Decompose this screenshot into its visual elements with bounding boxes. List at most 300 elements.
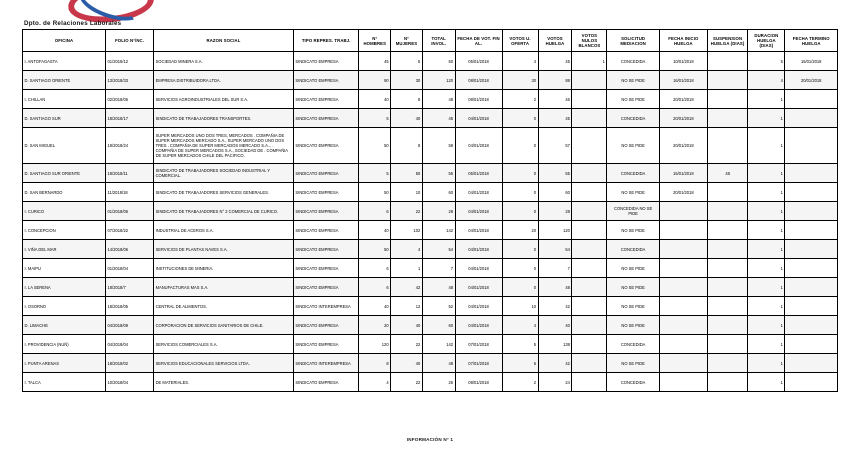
cell-fecha-vot: 08/01/2018 xyxy=(455,373,502,392)
cell-fecha-termino xyxy=(785,202,838,221)
cell-tipo-repres: SINDICATO EMPRESA xyxy=(293,71,359,90)
cell-fecha-vot: 04/01/2018 xyxy=(455,316,502,335)
cell-votos-huelga: 7 xyxy=(538,259,572,278)
cell-votos-nulos xyxy=(572,373,607,392)
table-row[interactable] xyxy=(23,373,838,392)
cell-suspension xyxy=(707,316,747,335)
cell-duracion: 1 xyxy=(748,373,785,392)
cell-razon-social: SERVICIOS COMERCIALES S.A. xyxy=(154,335,294,354)
cell-razon-social: SINDICATO DE TRABAJADORES TRANSPORTES. xyxy=(154,109,294,128)
cell-total: 60 xyxy=(422,183,455,202)
cell-oficina: I. VIÑA DEL MAR xyxy=(23,240,106,259)
table-body xyxy=(23,52,838,392)
cell-votos-oferta: 0 xyxy=(502,240,538,259)
cell-oficina: I. ANTOFAGASTA xyxy=(23,52,106,71)
cell-folio: 07/2018/22 xyxy=(106,221,154,240)
cell-folio: 01/2018/12 xyxy=(106,52,154,71)
cell-mujeres: 22 xyxy=(391,202,423,221)
cell-duracion: 1 xyxy=(748,259,785,278)
table-row[interactable] xyxy=(23,335,838,354)
cell-votos-huelga: 46 xyxy=(538,90,572,109)
cell-tipo-repres: SINDICATO EMPRESA xyxy=(293,109,359,128)
cell-hombres: 6 xyxy=(359,278,391,297)
cell-total: 45 xyxy=(422,109,455,128)
table-row[interactable] xyxy=(23,183,838,202)
cell-razon-social: SOCIEDAD MINERA S.A. xyxy=(154,52,294,71)
table-row[interactable] xyxy=(23,240,838,259)
cell-duracion: 1 xyxy=(748,128,785,164)
department-heading: Dpto. de Relaciones Laborales xyxy=(24,20,122,27)
cell-razon-social: MANUFACTURAS MAS S.A. xyxy=(154,278,294,297)
cell-folio: 01/2018/06 xyxy=(106,202,154,221)
cell-solicitud-med: CONCEDIDA xyxy=(607,240,659,259)
cell-razon-social: SERVICIOS AGROINDUSTRIALES DEL SUR S.A. xyxy=(154,90,294,109)
cell-duracion: 1 xyxy=(748,354,785,373)
cell-folio: 18/2018/02 xyxy=(106,354,154,373)
cell-votos-nulos xyxy=(572,183,607,202)
cell-total: 55 xyxy=(422,164,455,183)
cell-suspension xyxy=(707,109,747,128)
cell-razon-social: CORPORACION DE SERVICIOS SANITARIOS DE CHILE. xyxy=(154,316,294,335)
cell-tipo-repres: SINDICATO EMPRESA xyxy=(293,316,359,335)
cell-votos-huelga: 138 xyxy=(538,335,572,354)
cell-tipo-repres: SINDICATO INTEREMPRESA xyxy=(293,354,359,373)
cell-votos-huelga: 60 xyxy=(538,183,572,202)
cell-total: 26 xyxy=(422,373,455,392)
cell-solicitud-med: NO SE PIDE xyxy=(607,71,659,90)
cell-mujeres: 12 xyxy=(391,297,423,316)
cell-oficina: I. PROVIDENCIA (NUÑ) xyxy=(23,335,106,354)
cell-fecha-vot: 05/01/2018 xyxy=(455,164,502,183)
cell-solicitud-med: CONCEDIDA xyxy=(607,109,659,128)
table-head xyxy=(23,30,838,52)
cell-solicitud-med: NO SE PIDE xyxy=(607,297,659,316)
cell-fecha-inicio: 20/01/2018 xyxy=(659,128,707,164)
cell-razon-social: SERVICIOS DE PLANTAS NAVES S.A. xyxy=(154,240,294,259)
cell-fecha-termino xyxy=(785,183,838,202)
cell-duracion: 1 xyxy=(748,240,785,259)
cell-mujeres: 22 xyxy=(391,373,423,392)
cell-oficina: D. SANTIAGO SUR xyxy=(23,109,106,128)
cell-votos-huelga: 40 xyxy=(538,316,572,335)
cell-hombres: 40 xyxy=(359,297,391,316)
cell-razon-social: SUPER MERCADOS UNO DOS TRES, MERCADOS . COMPAÑIA DE SUPER MERCADOS MERCADO S.A., SUPER MERCADO UNO DOS TRES . COMPAÑIA DE SUPER MERCADOS MERCADO S.A.., . COMPAÑIA DE SUPER MERCADOS S.A., SOCIEDAD DE . COMPAÑIA DE SUPER MERCADOS CHILE DEL PACIFICO. xyxy=(154,128,294,164)
column-header-solicitud-mediacion: SOLICITUD MEDIACION xyxy=(607,30,659,52)
cell-mujeres: 4 xyxy=(391,240,423,259)
header-row xyxy=(23,30,838,52)
cell-votos-oferta: 0 xyxy=(502,128,538,164)
cell-mujeres: 40 xyxy=(391,354,423,373)
cell-fecha-vot: 07/01/2018 xyxy=(455,354,502,373)
cell-fecha-termino xyxy=(785,240,838,259)
cell-solicitud-med: CONCEDIDA xyxy=(607,373,659,392)
cell-oficina: D. LIMACHE xyxy=(23,316,106,335)
cell-fecha-termino xyxy=(785,354,838,373)
cell-razon-social: CENTRAL DE ALIMENTOS. xyxy=(154,297,294,316)
cell-solicitud-med: NO SE PIDE xyxy=(607,259,659,278)
cell-oficina: I. PUNTA ARENAS xyxy=(23,354,106,373)
cell-tipo-repres: SINDICATO EMPRESA xyxy=(293,240,359,259)
cell-oficina: D. SAN MIGUEL xyxy=(23,128,106,164)
cell-fecha-inicio xyxy=(659,354,707,373)
cell-fecha-termino xyxy=(785,373,838,392)
cell-fecha-vot: 08/01/2018 xyxy=(455,90,502,109)
cell-mujeres: 1 xyxy=(391,259,423,278)
column-header-votos-u-oferta: VOTOS U. OFERTA xyxy=(502,30,538,52)
cell-solicitud-med: CONCEDIDA xyxy=(607,335,659,354)
cell-fecha-inicio: 20/01/2018 xyxy=(659,183,707,202)
cell-fecha-inicio: 20/01/2018 xyxy=(659,90,707,109)
column-header-n-mujeres: N° MUJERES xyxy=(391,30,423,52)
cell-total: 54 xyxy=(422,240,455,259)
cell-solicitud-med: CONCEDIDA NO SE PIDE xyxy=(607,202,659,221)
cell-folio: 14/2018/06 xyxy=(106,240,154,259)
cell-suspension xyxy=(707,183,747,202)
cell-fecha-termino xyxy=(785,278,838,297)
cell-votos-huelga: 55 xyxy=(538,164,572,183)
cell-votos-nulos xyxy=(572,71,607,90)
cell-votos-oferta: 4 xyxy=(502,316,538,335)
cell-fecha-termino xyxy=(785,316,838,335)
cell-tipo-repres: SINDICATO EMPRESA xyxy=(293,202,359,221)
cell-hombres: 50 xyxy=(359,128,391,164)
table-row[interactable] xyxy=(23,128,838,164)
cell-mujeres: 42 xyxy=(391,278,423,297)
cell-suspension xyxy=(707,128,747,164)
cell-oficina: I. OSORNO xyxy=(23,297,106,316)
cell-votos-nulos xyxy=(572,202,607,221)
cell-fecha-vot: 04/01/2018 xyxy=(455,240,502,259)
table-row[interactable] xyxy=(23,316,838,335)
cell-folio: 18/2018/17 xyxy=(106,109,154,128)
cell-tipo-repres: SINDICATO EMPRESA xyxy=(293,278,359,297)
cell-tipo-repres: SINDICATO EMPRESA xyxy=(293,221,359,240)
cell-votos-nulos xyxy=(572,240,607,259)
cell-votos-oferta: 0 xyxy=(502,278,538,297)
cell-fecha-inicio xyxy=(659,278,707,297)
cell-fecha-inicio xyxy=(659,221,707,240)
cell-votos-nulos xyxy=(572,354,607,373)
cell-suspension: 48 xyxy=(707,164,747,183)
cell-votos-oferta: 6 xyxy=(502,354,538,373)
cell-fecha-vot: 04/01/2018 xyxy=(455,183,502,202)
cell-fecha-termino xyxy=(785,90,838,109)
cell-razon-social: SINDICATO DE TRABAJADORES N° 2 COMERCIAL DE CURICO. xyxy=(154,202,294,221)
table-row[interactable] xyxy=(23,202,838,221)
cell-fecha-inicio xyxy=(659,297,707,316)
cell-votos-nulos xyxy=(572,164,607,183)
cell-mujeres: 5 xyxy=(391,52,423,71)
cell-votos-nulos xyxy=(572,221,607,240)
cell-razon-social: SINDICATO DE TRABAJADORES SOCIEDAD INDUSTRIAL Y COMERCIAL. xyxy=(154,164,294,183)
cell-votos-huelga: 54 xyxy=(538,240,572,259)
cell-folio: 11/2018/18 xyxy=(106,183,154,202)
column-header-n-hombres: N° HOMBRES xyxy=(359,30,391,52)
cell-fecha-inicio: 20/01/2018 xyxy=(659,109,707,128)
cell-duracion: 1 xyxy=(748,221,785,240)
cell-fecha-vot: 04/01/2018 xyxy=(455,109,502,128)
cell-fecha-vot: 04/01/2018 xyxy=(455,128,502,164)
cell-duracion: 1 xyxy=(748,183,785,202)
cell-mujeres: 8 xyxy=(391,90,423,109)
cell-tipo-repres: SINDICATO EMPRESA xyxy=(293,373,359,392)
cell-suspension xyxy=(707,221,747,240)
cell-suspension xyxy=(707,259,747,278)
cell-tipo-repres: SINDICATO EMPRESA xyxy=(293,128,359,164)
cell-duracion: 1 xyxy=(748,297,785,316)
cell-votos-oferta: 2 xyxy=(502,373,538,392)
cell-fecha-vot: 04/01/2018 xyxy=(455,297,502,316)
cell-duracion: 1 xyxy=(748,164,785,183)
cell-fecha-inicio xyxy=(659,240,707,259)
cell-hombres: 6 xyxy=(359,202,391,221)
cell-total: 48 xyxy=(422,354,455,373)
table-row[interactable] xyxy=(23,278,838,297)
cell-hombres: 20 xyxy=(359,316,391,335)
cell-duracion: 1 xyxy=(748,202,785,221)
cell-total: 48 xyxy=(422,90,455,109)
cell-hombres: 4 xyxy=(359,373,391,392)
table-row[interactable] xyxy=(23,52,838,71)
cell-tipo-repres: SINDICATO EMPRESA xyxy=(293,335,359,354)
cell-votos-huelga: 24 xyxy=(538,373,572,392)
cell-hombres: 40 xyxy=(359,90,391,109)
cell-oficina: I. MAIPU xyxy=(23,259,106,278)
cell-tipo-repres: SINDICATO EMPRESA xyxy=(293,52,359,71)
column-header-fecha-inicio-huelga: FECHA INICIO HUELGA xyxy=(659,30,707,52)
cell-fecha-inicio: 15/01/2018 xyxy=(659,164,707,183)
cell-solicitud-med: NO SE PIDE xyxy=(607,316,659,335)
column-header-tipo-repres-trabj: TIPO REPRES. TRABJ. xyxy=(293,30,359,52)
cell-fecha-termino: 15/01/2018 xyxy=(785,52,838,71)
cell-folio: 04/2018/04 xyxy=(106,335,154,354)
cell-fecha-termino xyxy=(785,109,838,128)
cell-fecha-termino xyxy=(785,221,838,240)
cell-total: 142 xyxy=(422,335,455,354)
cell-hombres: 45 xyxy=(359,52,391,71)
cell-suspension xyxy=(707,373,747,392)
cell-fecha-termino xyxy=(785,297,838,316)
cell-duracion: 1 xyxy=(748,316,785,335)
cell-folio: 01/2018/04 xyxy=(106,259,154,278)
cell-duracion: 1 xyxy=(748,109,785,128)
cell-tipo-repres: SINDICATO INTEREMPRESA xyxy=(293,297,359,316)
column-header-razon-social: RAZON SOCIAL xyxy=(154,30,294,52)
cell-folio: 13/2018/33 xyxy=(106,71,154,90)
cell-total: 120 xyxy=(422,71,455,90)
column-header-votos-huelga: VOTOS HUELGA xyxy=(538,30,572,52)
cell-votos-oferta: 4 xyxy=(502,52,538,71)
cell-votos-nulos xyxy=(572,316,607,335)
cell-votos-oferta: 10 xyxy=(502,297,538,316)
cell-oficina: I. CURICO xyxy=(23,202,106,221)
cell-folio: 10/2018/04 xyxy=(106,373,154,392)
cell-votos-oferta: 0 xyxy=(502,259,538,278)
cell-solicitud-med: NO SE PIDE xyxy=(607,128,659,164)
cell-duracion: 1 xyxy=(748,278,785,297)
cell-suspension xyxy=(707,202,747,221)
cell-suspension xyxy=(707,354,747,373)
cell-total: 58 xyxy=(422,128,455,164)
column-header-total-invol: TOTAL INVOL. xyxy=(422,30,455,52)
cell-mujeres: 102 xyxy=(391,221,423,240)
cell-votos-oferta: 0 xyxy=(502,109,538,128)
cell-total: 7 xyxy=(422,259,455,278)
cell-oficina: D. SANTIAGO ORIENTE xyxy=(23,71,106,90)
cell-razon-social: INSTITUCIONES DE MINERIA. xyxy=(154,259,294,278)
cell-oficina: D. SANTIAGO SUR ORIENTE xyxy=(23,164,106,183)
cell-votos-oferta: 0 xyxy=(502,202,538,221)
cell-razon-social: SERVICIOS EDUCACIONALES SERVICIOS LTDA. xyxy=(154,354,294,373)
labor-report-table xyxy=(22,29,838,392)
cell-razon-social: EMPRESA DISTRIBUIDORA LTDA. xyxy=(154,71,294,90)
cell-total: 28 xyxy=(422,202,455,221)
cell-hombres: 40 xyxy=(359,221,391,240)
cell-votos-nulos xyxy=(572,90,607,109)
cell-fecha-inicio xyxy=(659,373,707,392)
cell-suspension xyxy=(707,278,747,297)
cell-fecha-vot: 04/01/2018 xyxy=(455,221,502,240)
cell-razon-social: INDUSTRIAL DE ACEROS S.A. xyxy=(154,221,294,240)
cell-mujeres: 10 xyxy=(391,183,423,202)
cell-hombres: 50 xyxy=(359,183,391,202)
cell-suspension xyxy=(707,71,747,90)
cell-votos-huelga: 42 xyxy=(538,354,572,373)
cell-votos-nulos xyxy=(572,297,607,316)
cell-duracion: 4 xyxy=(748,71,785,90)
cell-suspension xyxy=(707,52,747,71)
cell-votos-huelga: 28 xyxy=(538,202,572,221)
table-row[interactable] xyxy=(23,164,838,183)
cell-fecha-vot: 05/01/2018 xyxy=(455,52,502,71)
cell-votos-huelga: 45 xyxy=(538,52,572,71)
cell-votos-huelga: 88 xyxy=(538,71,572,90)
cell-fecha-termino xyxy=(785,259,838,278)
column-header-votos-nulos-blancos: VOTOS NULOS BLANCOS xyxy=(572,30,607,52)
cell-votos-oferta: 0 xyxy=(502,164,538,183)
cell-fecha-termino: 20/01/2018 xyxy=(785,71,838,90)
column-header-suspension-huelga-dias: SUSPENSION HUELGA (DIAS) xyxy=(707,30,747,52)
cell-mujeres: 50 xyxy=(391,164,423,183)
cell-tipo-repres: SINDICATO EMPRESA xyxy=(293,164,359,183)
cell-fecha-inicio xyxy=(659,316,707,335)
cell-suspension xyxy=(707,90,747,109)
cell-hombres: 120 xyxy=(359,335,391,354)
cell-fecha-inicio: 10/01/2018 xyxy=(659,52,707,71)
cell-votos-nulos xyxy=(572,278,607,297)
cell-solicitud-med: NO SE PIDE xyxy=(607,354,659,373)
cell-duracion: 1 xyxy=(748,90,785,109)
column-header-folio-n-nc: FOLIO N°/NC. xyxy=(106,30,154,52)
table-row[interactable] xyxy=(23,259,838,278)
cell-total: 142 xyxy=(422,221,455,240)
cell-fecha-vot: 04/01/2018 xyxy=(455,259,502,278)
cell-solicitud-med: NO SE PIDE xyxy=(607,183,659,202)
cell-fecha-vot: 08/01/2018 xyxy=(455,71,502,90)
cell-hombres: 50 xyxy=(359,240,391,259)
cell-fecha-vot: 07/01/2018 xyxy=(455,335,502,354)
cell-fecha-inicio xyxy=(659,259,707,278)
cell-hombres: 5 xyxy=(359,109,391,128)
cell-mujeres: 8 xyxy=(391,128,423,164)
cell-mujeres: 40 xyxy=(391,316,423,335)
cell-total: 60 xyxy=(422,316,455,335)
cell-votos-huelga: 48 xyxy=(538,278,572,297)
table-row[interactable] xyxy=(23,109,838,128)
cell-total: 52 xyxy=(422,297,455,316)
cell-solicitud-med: CONCEDIDA xyxy=(607,52,659,71)
column-header-oficina: OFICINA xyxy=(23,30,106,52)
table-row[interactable] xyxy=(23,221,838,240)
cell-votos-nulos xyxy=(572,335,607,354)
cell-votos-oferta: 5 xyxy=(502,335,538,354)
table-row[interactable] xyxy=(23,71,838,90)
cell-suspension xyxy=(707,297,747,316)
cell-votos-nulos: 1 xyxy=(572,52,607,71)
cell-hombres: 6 xyxy=(359,259,391,278)
cell-votos-oferta: 30 xyxy=(502,71,538,90)
cell-suspension xyxy=(707,335,747,354)
cell-votos-huelga: 120 xyxy=(538,221,572,240)
cell-mujeres: 40 xyxy=(391,109,423,128)
cell-total: 48 xyxy=(422,278,455,297)
cell-fecha-inicio xyxy=(659,202,707,221)
table-row[interactable] xyxy=(23,354,838,373)
cell-fecha-vot: 04/01/2018 xyxy=(455,202,502,221)
cell-folio: 18/2018/05 xyxy=(106,297,154,316)
cell-fecha-termino xyxy=(785,335,838,354)
cell-oficina: D. SAN BERNARDO xyxy=(23,183,106,202)
cell-votos-oferta: 2 xyxy=(502,90,538,109)
cell-folio: 18/2018/7 xyxy=(106,278,154,297)
cell-mujeres: 22 xyxy=(391,335,423,354)
table-row[interactable] xyxy=(23,297,838,316)
cell-hombres: 5 xyxy=(359,164,391,183)
cell-solicitud-med: NO SE PIDE xyxy=(607,278,659,297)
column-header-duracion-huelga-dias: DURACION HUELGA (DIAS) xyxy=(748,30,785,52)
cell-oficina: I. TALCA xyxy=(23,373,106,392)
column-header-fecha-termino-huelga: FECHA TERMINO HUELGA xyxy=(785,30,838,52)
cell-fecha-termino xyxy=(785,128,838,164)
cell-solicitud-med: NO SE PIDE xyxy=(607,221,659,240)
cell-total: 50 xyxy=(422,52,455,71)
table-row[interactable] xyxy=(23,90,838,109)
cell-oficina: I. CHILLAN xyxy=(23,90,106,109)
cell-suspension xyxy=(707,240,747,259)
cell-oficina: I. CONCEPCION xyxy=(23,221,106,240)
cell-votos-huelga: 42 xyxy=(538,297,572,316)
cell-razon-social: SINDICATO DE TRABAJADORES SERVICIOS GENERALES. xyxy=(154,183,294,202)
page-footer: INFORMACIÓN N° 1 xyxy=(406,437,454,442)
cell-oficina: I. LA SERENA xyxy=(23,278,106,297)
cell-folio: 18/2018/24 xyxy=(106,128,154,164)
cell-votos-oferta: 20 xyxy=(502,221,538,240)
cell-votos-oferta: 0 xyxy=(502,183,538,202)
cell-votos-nulos xyxy=(572,259,607,278)
cell-fecha-vot: 04/01/2018 xyxy=(455,278,502,297)
cell-hombres: 8 xyxy=(359,354,391,373)
cell-votos-nulos xyxy=(572,109,607,128)
cell-fecha-inicio: 16/01/2018 xyxy=(659,71,707,90)
cell-votos-huelga: 45 xyxy=(538,109,572,128)
cell-solicitud-med: NO SE PIDE xyxy=(607,90,659,109)
cell-votos-huelga: 57 xyxy=(538,128,572,164)
report-table-container xyxy=(22,29,838,392)
cell-tipo-repres: SINDICATO EMPRESA xyxy=(293,259,359,278)
cell-razon-social: DE MATERIALES. xyxy=(154,373,294,392)
cell-folio: 04/2018/09 xyxy=(106,316,154,335)
cell-tipo-repres: SINDICATO EMPRESA xyxy=(293,183,359,202)
